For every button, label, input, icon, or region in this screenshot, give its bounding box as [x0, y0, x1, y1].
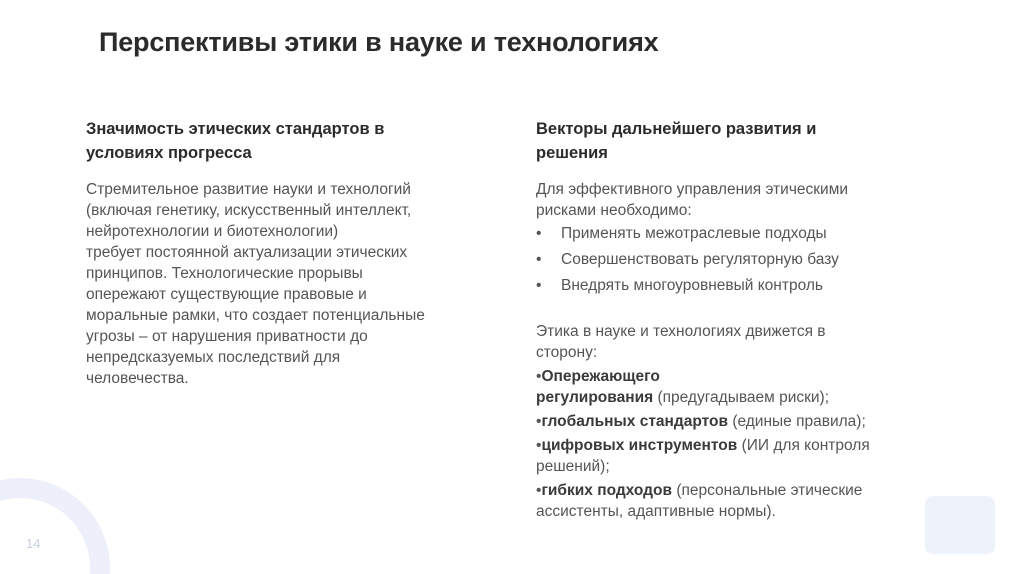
list-item [536, 223, 956, 249]
trend-block [536, 321, 956, 522]
right-heading [536, 117, 956, 165]
trend-item [536, 411, 956, 432]
trend-note: (единые правила); [728, 413, 866, 430]
right-heading-line: Векторы дальнейшего развития и [536, 120, 817, 138]
bullet-icon: • [536, 413, 542, 430]
trend-intro [536, 321, 956, 363]
paragraph-line: нейротехнологии и биотехнологии) [86, 223, 339, 240]
left-column [86, 117, 496, 389]
trend-keyword: глобальных стандартов [541, 413, 729, 430]
list-item-text: Совершенствовать регуляторную базу [561, 251, 839, 268]
left-heading-line: условиях прогресса [86, 144, 252, 162]
bullet-icon: • [536, 251, 542, 268]
bullet-icon: • [536, 482, 542, 499]
trend-keyword: гибких подходов [541, 482, 673, 499]
trend-note: (предугадываем риски); [653, 389, 830, 406]
paragraph-line: моральные рамки, что создает потенциальные [86, 307, 425, 324]
paragraph-line: принципов. Технологические прорывы [86, 265, 363, 282]
trend-keyword: Опережающего [541, 368, 660, 385]
paragraph-line: человечества. [86, 370, 189, 387]
paragraph-line: угрозы – от нарушения приватности до [86, 328, 368, 345]
bullet-icon: • [536, 437, 542, 454]
trend-keyword: регулирования [536, 389, 654, 406]
left-paragraph [86, 179, 496, 389]
trend-keyword: цифровых инструментов [541, 437, 738, 454]
list-item [536, 275, 956, 301]
paragraph-line: непредсказуемых последствий для [86, 349, 341, 366]
decorative-arc [0, 478, 110, 574]
right-intro [536, 179, 956, 221]
left-heading [86, 117, 496, 165]
trend-note: (ИИ для контроля [737, 437, 870, 454]
list-item [536, 249, 956, 275]
bullet-icon: • [536, 277, 542, 294]
trend-item [536, 435, 956, 477]
trend-item [536, 480, 956, 522]
bullet-icon: • [536, 368, 542, 385]
paragraph-line: (включая генетику, искусственный интеллект, [86, 202, 412, 219]
left-heading-line: Значимость этических стандартов в [86, 120, 385, 138]
trend-intro-line: сторону: [536, 344, 598, 361]
right-heading-line: решения [536, 144, 608, 162]
page-number: 14 [26, 536, 41, 551]
trend-note: ассистенты, адаптивные нормы). [536, 503, 776, 520]
paragraph-line: опережают существующие правовые и [86, 286, 367, 303]
list-item-text: Внедрять многоуровневый контроль [561, 277, 823, 294]
list-item-text: Применять межотраслевые подходы [561, 225, 827, 242]
bullet-icon: • [536, 225, 542, 242]
right-column [536, 117, 956, 522]
intro-line: рисками необходимо: [536, 202, 692, 219]
trend-note: (персональные этические [672, 482, 863, 499]
trend-intro-line: Этика в науке и технологиях движется в [536, 323, 826, 340]
slide-title: Перспективы этики в науке и технологиях [99, 27, 659, 57]
trend-note: решений); [536, 458, 610, 475]
paragraph-line: Стремительное развитие науки и технологий [86, 181, 411, 198]
recommendation-list [536, 223, 956, 301]
intro-line: Для эффективного управления этическими [536, 181, 849, 198]
trend-item [536, 366, 956, 408]
paragraph-line: требует постоянной актуализации этических [86, 244, 408, 261]
